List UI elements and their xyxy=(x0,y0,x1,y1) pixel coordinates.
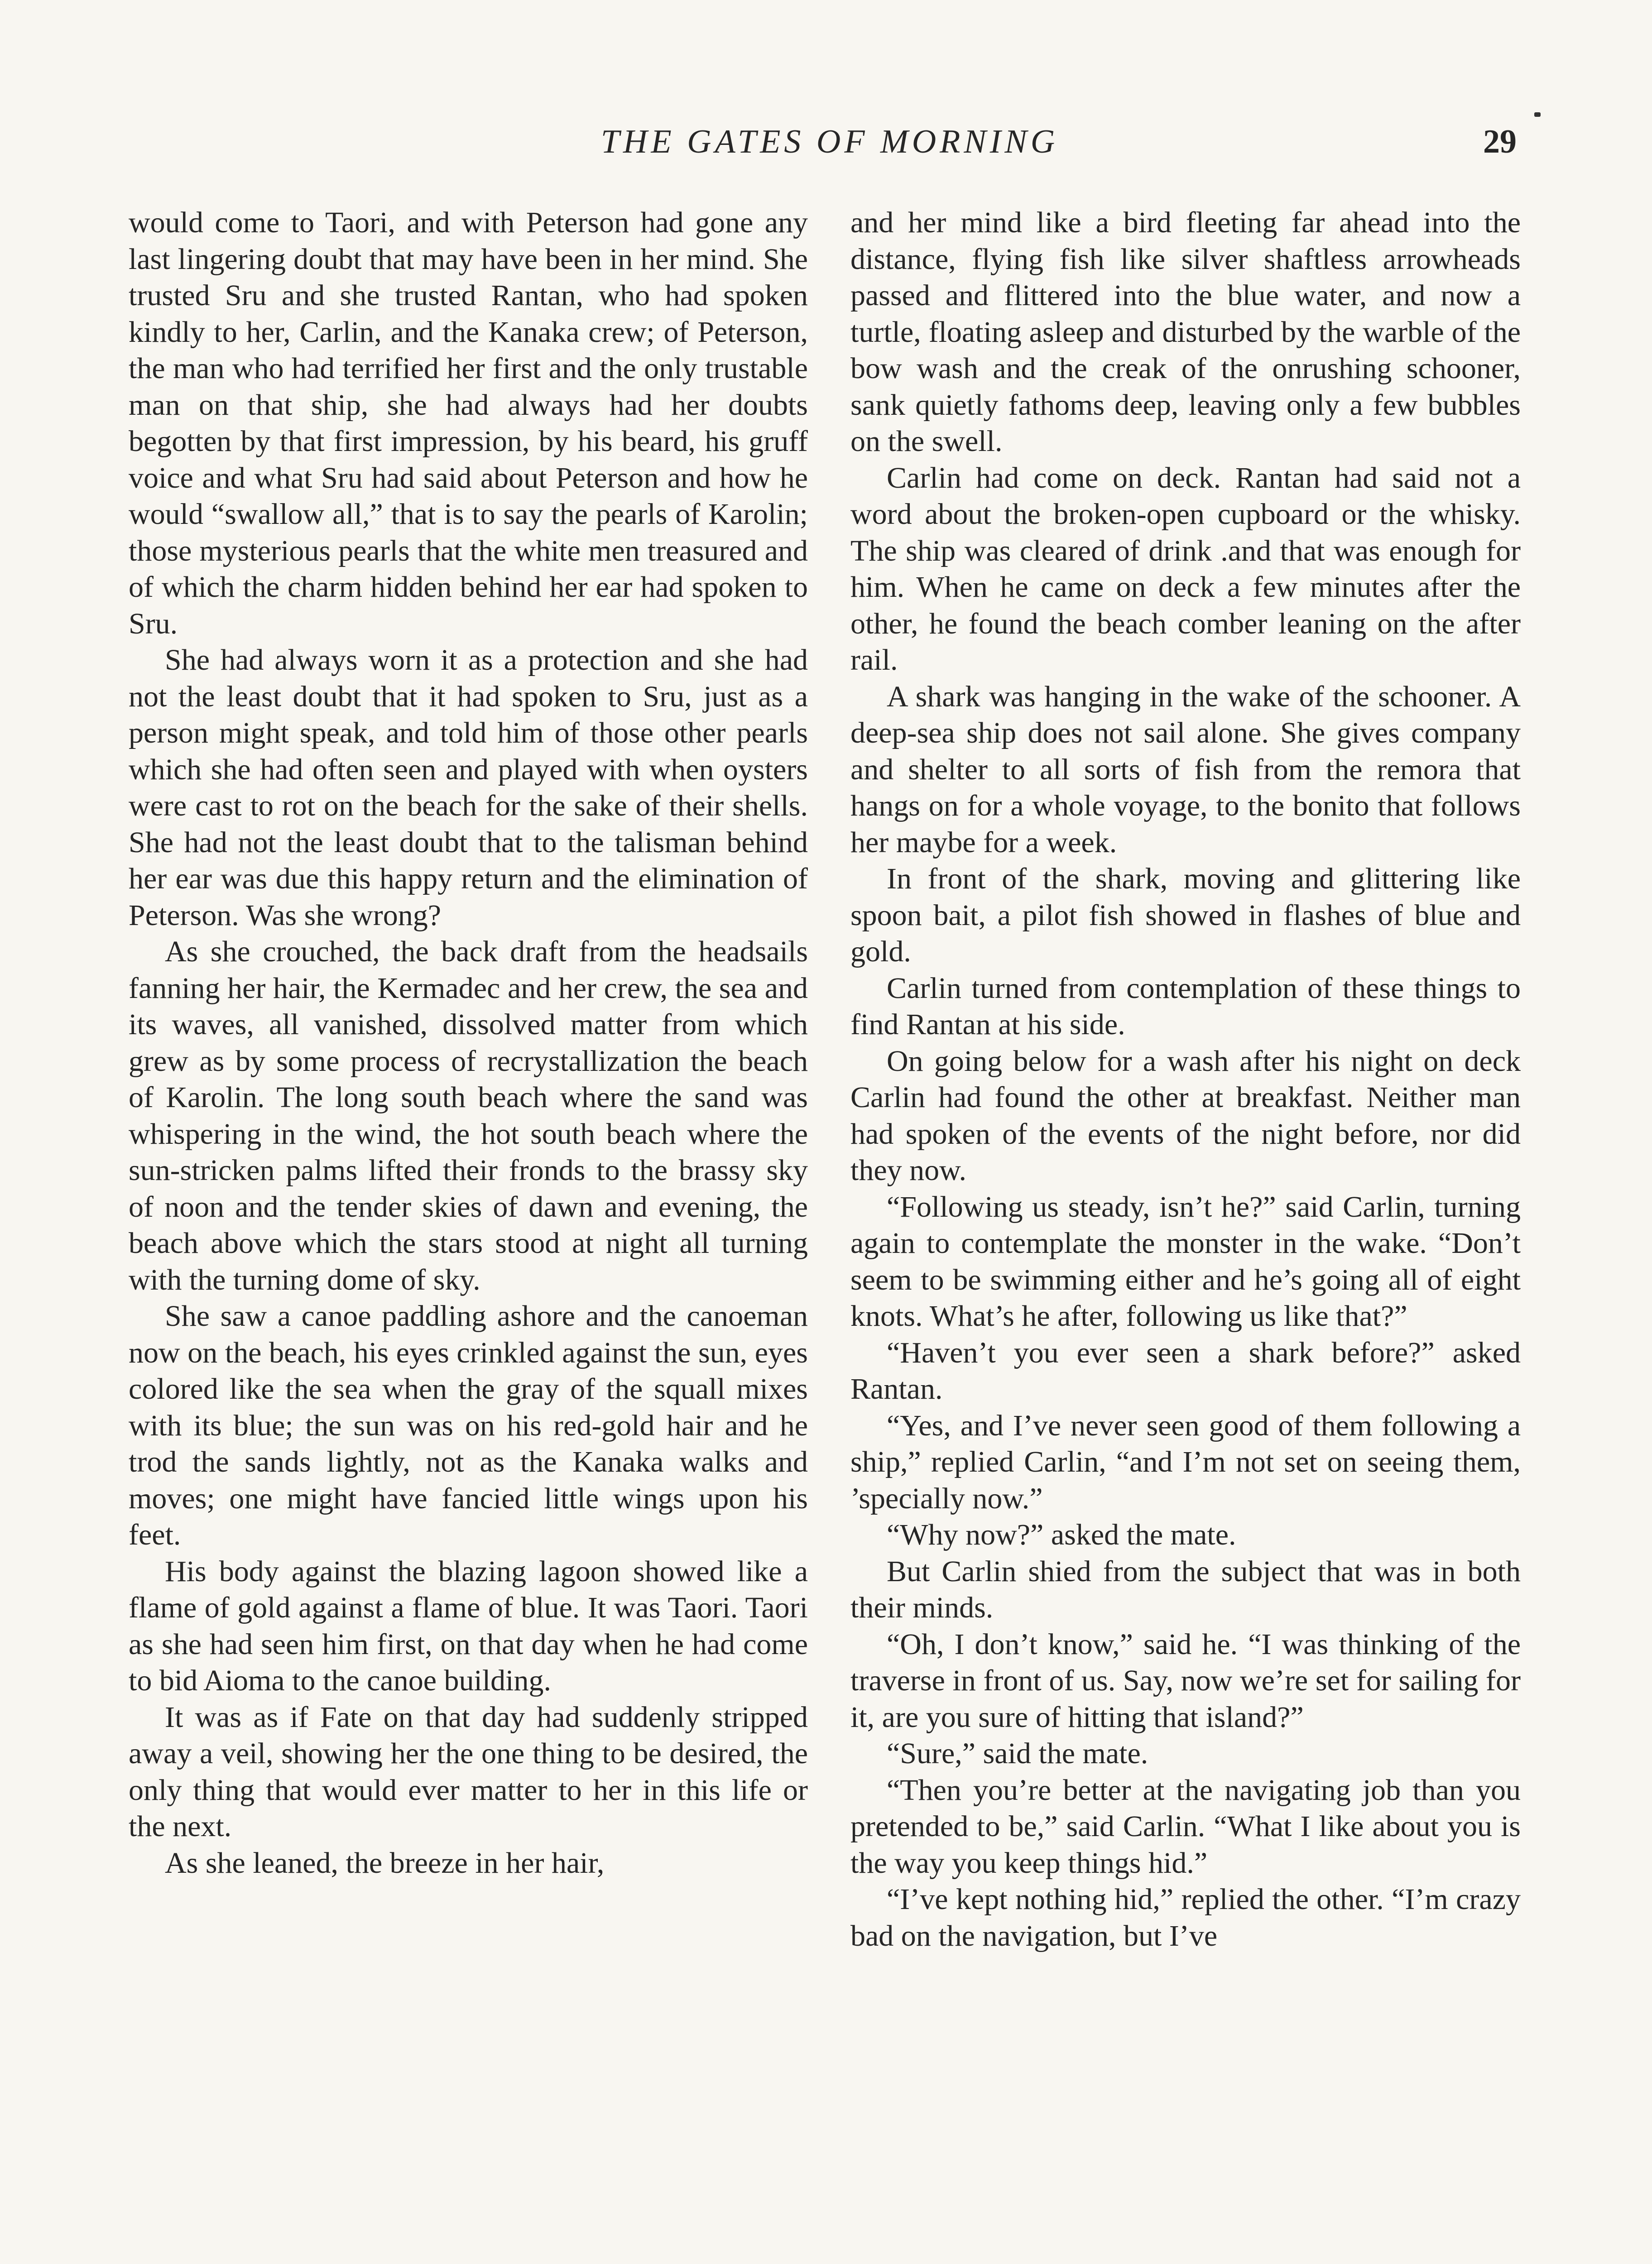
paragraph: A shark was hanging in the wake of the schooner. A deep-sea ship does not sail alone. She gives company and shelter to all sorts of fish from the remora that hangs on for a whole voyage, to the bonito that follows her maybe for a week. xyxy=(850,680,1521,859)
paragraph: It was as if Fate on that day had suddenly stripped away a veil, showing her the one thing to be desired, the only thing that would ever matter to her in this life or the next. xyxy=(129,1700,808,1843)
paragraph: But Carlin shied from the subject that was in both their minds. xyxy=(850,1554,1521,1624)
paragraph: Carlin had come on deck. Rantan had said not a word about the broken-open cupboard or the whisky. The ship was cleared of drink .and that was enough for him. When he came on deck a few minutes after the other, he found the beach comber leaning on the after rail. xyxy=(850,461,1521,676)
paragraph: “Why now?” asked the mate. xyxy=(887,1518,1236,1551)
paragraph: On going below for a wash after his night on deck Carlin had found the other at breakfast. Neither man had spoken of the events of the night before, nor did they now. xyxy=(850,1044,1521,1187)
paragraph: As she leaned, the breeze in her hair, xyxy=(165,1846,605,1880)
paragraph: In front of the shark, moving and glittering like spoon bait, a pilot fish showed in flashes of blue and gold. xyxy=(850,862,1521,968)
paragraph: and her mind like a bird fleeting far ahead into the distance, flying fish like silver shaftless arrowheads passed and flittered into the blue water, and now a turtle, floating asleep and disturbed by the warble of the bow wash and the creak of the onrushing schooner, sank quietly fathoms deep, leaving only a few bubbles on the swell. xyxy=(850,206,1521,458)
paragraph: “Sure,” said the mate. xyxy=(887,1737,1148,1770)
running-head: THE GATES OF MORNING xyxy=(600,123,1059,160)
paragraph: She saw a canoe paddling ashore and the canoeman now on the beach, his eyes crinkled against the sun, eyes colored like the sea when the gray of the squall mixes with its blue; the sun was on his red-gold hair and he trod the sands lightly, not as the Kanaka walks and moves; one might have fancied little wings upon his feet. xyxy=(129,1300,808,1551)
page-number: 29 xyxy=(1483,123,1517,160)
paragraph: would come to Taori, and with Peterson had gone any last lingering doubt that may have been in her mind. She trusted Sru and she trusted Rantan, who had spoken kindly to her, Carlin, and the Kanaka crew; of Peterson, the man who had terrified her first and the only trustable man on that ship, she had always had her doubts begotten by that first impression, by his beard, his gruff voice and what Sru had said about Peterson and how he would “swallow all,” that is to say the pearls of Karolin; those mysterious pearls that the white men treasured and of which the charm hidden behind her ear had spoken to Sru. xyxy=(129,206,808,640)
left-column xyxy=(129,205,808,2264)
paragraph: “Then you’re better at the navigating job than you pretended to be,” said Carlin. “What I like about you is the way you keep things hid.” xyxy=(850,1773,1521,1880)
paragraph: “Oh, I don’t know,” said he. “I was thinking of the traverse in front of us. Say, now we’re set for sailing for it, are you sure of hitting that island?” xyxy=(850,1627,1521,1734)
paragraph: “Yes, and I’ve never seen good of them following a ship,” replied Carlin, “and I’m not set on seeing them, ’specially now.” xyxy=(850,1409,1521,1515)
paragraph: His body against the blazing lagoon showed like a flame of gold against a flame of blue. It was Taori. Taori as she had seen him first, on that day when he had come to bid Aioma to the canoe building. xyxy=(129,1554,808,1697)
print-speck xyxy=(1534,112,1541,117)
paragraph: As she crouched, the back draft from the headsails fanning her hair, the Kermadec and her crew, the sea and its waves, all vanished, dissolved matter from which grew as by some process of recrystallization the beach of Karolin. The long south beach where the sand was whispering in the wind, the hot south beach where the sun-stricken palms lifted their fronds to the brassy sky of noon and the tender skies of dawn and evening, the beach above which the stars stood at night all turning with the turning dome of sky. xyxy=(129,935,808,1296)
paragraph: “Following us steady, isn’t he?” said Carlin, turning again to contemplate the monster in the wake. “Don’t seem to be swimming either and he’s going all of eight knots. What’s he after, following us like that?” xyxy=(850,1190,1521,1333)
right-column xyxy=(850,205,1521,2264)
paragraph: She had always worn it as a protection and she had not the least doubt that it had spoken to Sru, just as a person might speak, and told him of those other pearls which she had often seen and played with when oysters were cast to rot on the beach for the sake of their shells. She had not the least doubt that to the talisman behind her ear was due this happy return and the elimination of Peterson. Was she wrong? xyxy=(129,643,808,932)
paragraph: “Haven’t you ever seen a shark before?” asked Rantan. xyxy=(850,1336,1521,1405)
paragraph: “I’ve kept nothing hid,” replied the other. “I’m crazy bad on the navigation, but I’ve xyxy=(850,1883,1521,1952)
paragraph: Carlin turned from contemplation of these things to find Rantan at his side. xyxy=(850,971,1521,1041)
